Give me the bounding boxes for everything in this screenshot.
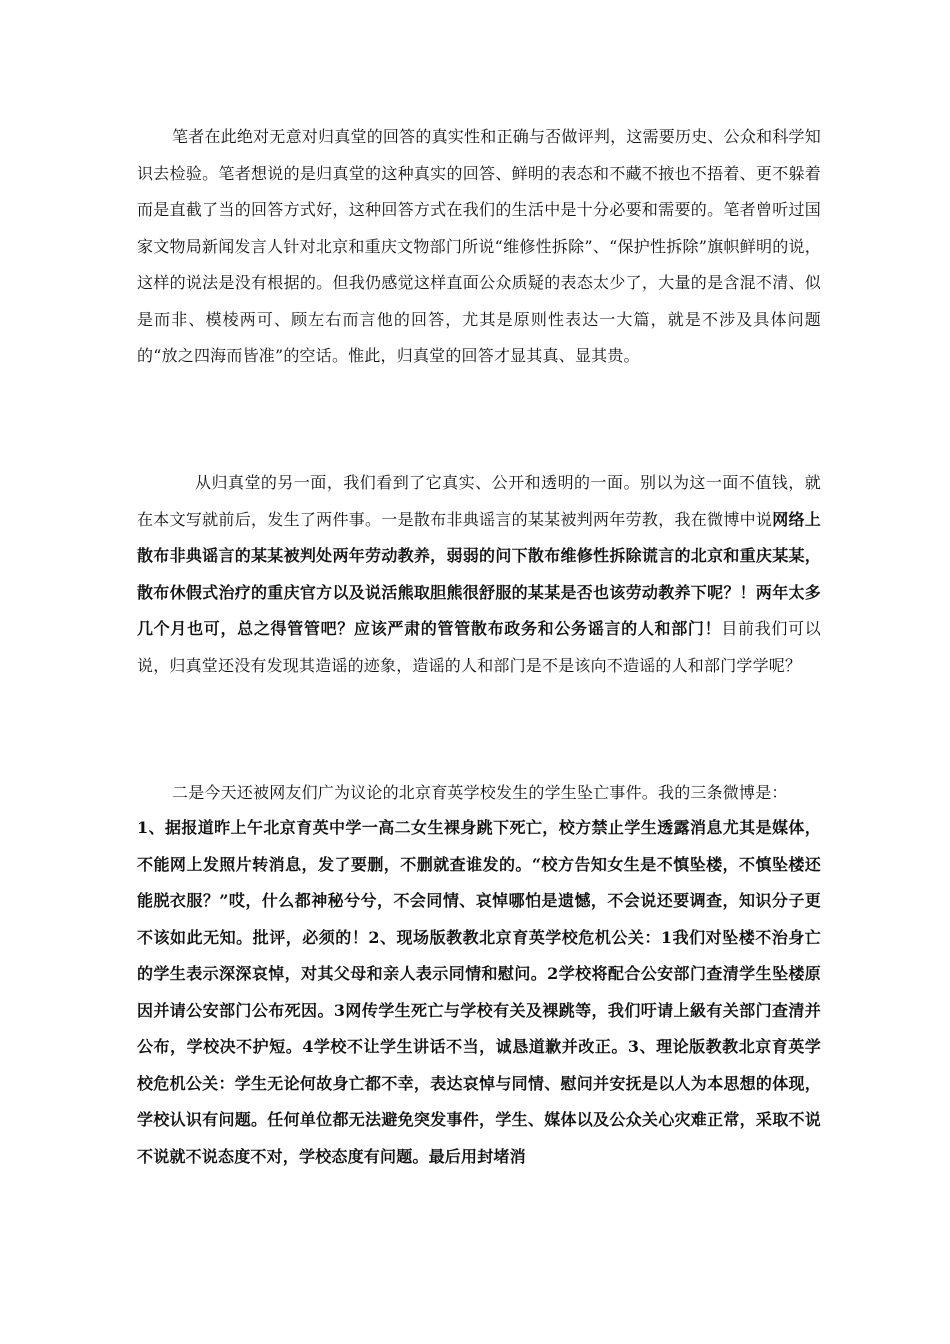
paragraph-2-bold-quote: 网络上散布非典谣言的某某被判处两年劳动教养，弱弱的问下散布维修性拆除谎言的北京和重庆某某，散布休假式治疗的重庆官方以及说活熊取胆熊很舒服的某某是否也该劳动教养下呢？！两年太多几个月也可，总之得管管吧？应该严肃的管管散布政务和公务谣言的人和部门！ — [137, 509, 821, 638]
paragraph-4-text: 1、据报道昨上午北京育英中学一高二女生裸身跳下死亡，校方禁止学生透露消息尤其是媒体，不能网上发照片转消息，发了要删，不删就查谁发的。“校方告知女生是不慎坠楼，不慎坠楼还能脱衣服？”哎，什么都神秘兮兮，不会同情、哀悼哪怕是遗憾，不会说还要调查，知识分子更不该如此无知。批评，必须的！2、现场版教教北京育英学校危机公关：1我们对坠楼不治身亡的学生表示深深哀悼，对其父母和亲人表示同情和慰问。2学校将配合公安部门查清学生坠楼原因并请公安部门公布死因。3网传学生死亡与学校有关及裸跳等，我们吁请上級有关部门查清并公布，学校决不护短。4学校不让学生讲话不当，诚恳道歉并改正。3、理论版教教北京育英学校危机公关：学生无论何故身亡都不幸，表达哀悼与同情、慰问并安抚是以人为本思想的体现，学校认识有问题。任何单位都无法避免突发事件，学生、媒体以及公众关心灾难正常，采取不说不说就不说态度不对，学校态度有问题。最后用封堵消 — [137, 818, 821, 1166]
paragraph-1 — [137, 119, 821, 375]
paragraph-3 — [137, 775, 821, 812]
paragraph-3-text: 二是今天还被网友们广为议论的北京育英学校发生的学生坠亡事件。我的三条微博是： — [172, 783, 788, 802]
paragraph-4-microblog-posts — [137, 810, 821, 1175]
paragraph-2-tail: 目前我们可以说，归真堂还没有发现其造谣的迹象，造谣的人和部门是不是该向不造谣的人和部门学学呢？ — [137, 619, 821, 675]
paragraph-2-intro: 从归真堂的另一面，我们看到了它真实、公开和透明的一面。别以为这一面不值钱，就在本文写就前后，发生了两件事。一是散布非典谣言的某某被判两年劳教，我在微博中说 — [137, 473, 821, 529]
paragraph-1-text: 笔者在此绝对无意对归真堂的回答的真实性和正确与否做评判，这需要历史、公众和科学知识去检验。笔者想说的是归真堂的这种真实的回答、鲜明的表态和不藏不掖也不捂着、更不躲着而是直截了当的回答方式好，这种回答方式在我们的生活中是十分必要和需要的。笔者曾听过国家文物局新闻发言人针对北京和重庆文物部门所说“维修性拆除”、“保护性拆除”旗帜鲜明的说，这样的说法是没有根据的。但我仍感觉这样直面公众质疑的表态太少了，大量的是含混不清、似是而非、模棱两可、顾左右而言他的回答，尤其是原则性表达一大篇，就是不涉及具体问题的“放之四海而皆准”的空话。惟此，归真堂的回答才显其真、显其贵。 — [137, 127, 821, 365]
paragraph-2 — [137, 465, 821, 684]
